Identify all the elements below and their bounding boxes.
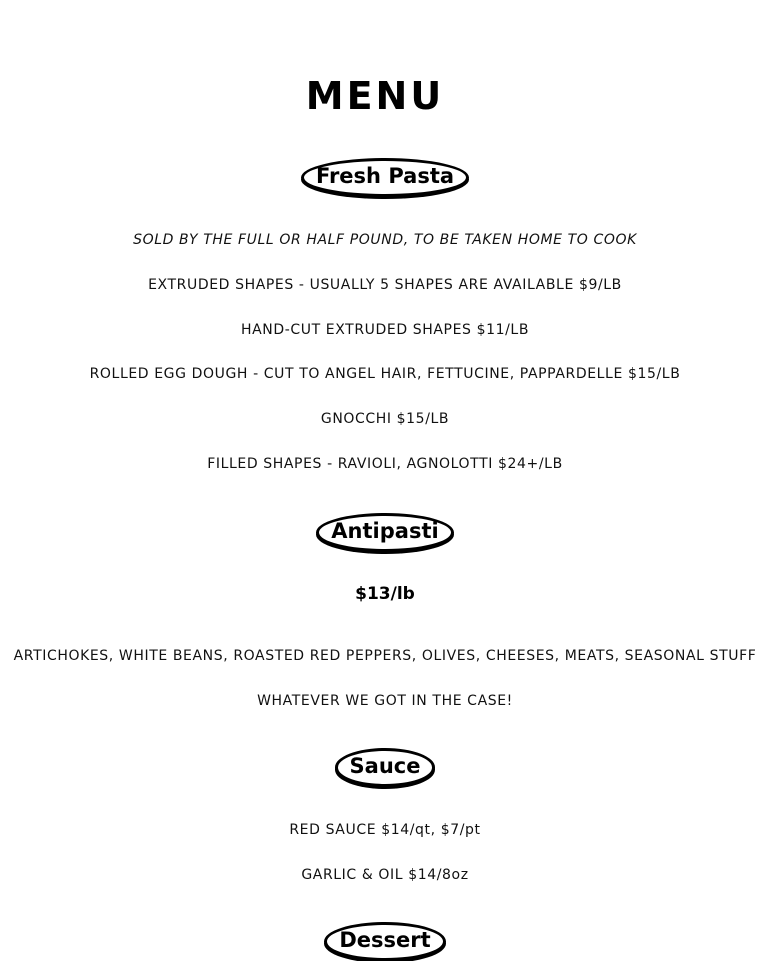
fresh-pasta-item-hand-cut: HAND-CUT EXTRUDED SHAPES $11/LB — [240, 322, 530, 338]
antipasti-heading: Antipasti — [316, 513, 453, 552]
antipasti-heading-wrap — [0, 513, 770, 552]
sauce-heading: Sauce — [335, 748, 436, 787]
sauce-item-garlic: GARLIC & OIL $14/8oz — [301, 867, 469, 883]
antipasti-item-case: WHATEVER WE GOT IN THE CASE! — [257, 693, 513, 709]
dessert-heading: Dessert — [324, 922, 445, 961]
antipasti-item-list: ARTICHOKES, WHITE BEANS, ROASTED RED PEPPERS, OLIVES, CHEESES, MEATS, SEASONAL STUFF — [13, 648, 757, 664]
fresh-pasta-heading: Fresh Pasta — [301, 158, 469, 197]
fresh-pasta-item-extruded: EXTRUDED SHAPES - USUALLY 5 SHAPES ARE AVAILABLE $9/LB — [148, 277, 622, 293]
fresh-pasta-item-gnocchi: GNOCCHI $15/LB — [320, 411, 450, 427]
menu-title: MENU — [305, 74, 445, 118]
fresh-pasta-item-rolled-egg: ROLLED EGG DOUGH - CUT TO ANGEL HAIR, FETTUCINE, PAPPARDELLE $15/LB — [89, 366, 681, 382]
fresh-pasta-heading-wrap — [0, 158, 770, 197]
sauce-item-red: RED SAUCE $14/qt, $7/pt — [289, 822, 481, 838]
sauce-heading-wrap — [0, 748, 770, 787]
dessert-heading-wrap — [0, 922, 770, 961]
fresh-pasta-item-filled: FILLED SHAPES - RAVIOLI, AGNOLOTTI $24+/LB — [207, 456, 563, 472]
antipasti-price: $13/lb — [355, 584, 415, 604]
fresh-pasta-note: SOLD BY THE FULL OR HALF POUND, TO BE TAKEN HOME TO COOK — [133, 232, 637, 248]
